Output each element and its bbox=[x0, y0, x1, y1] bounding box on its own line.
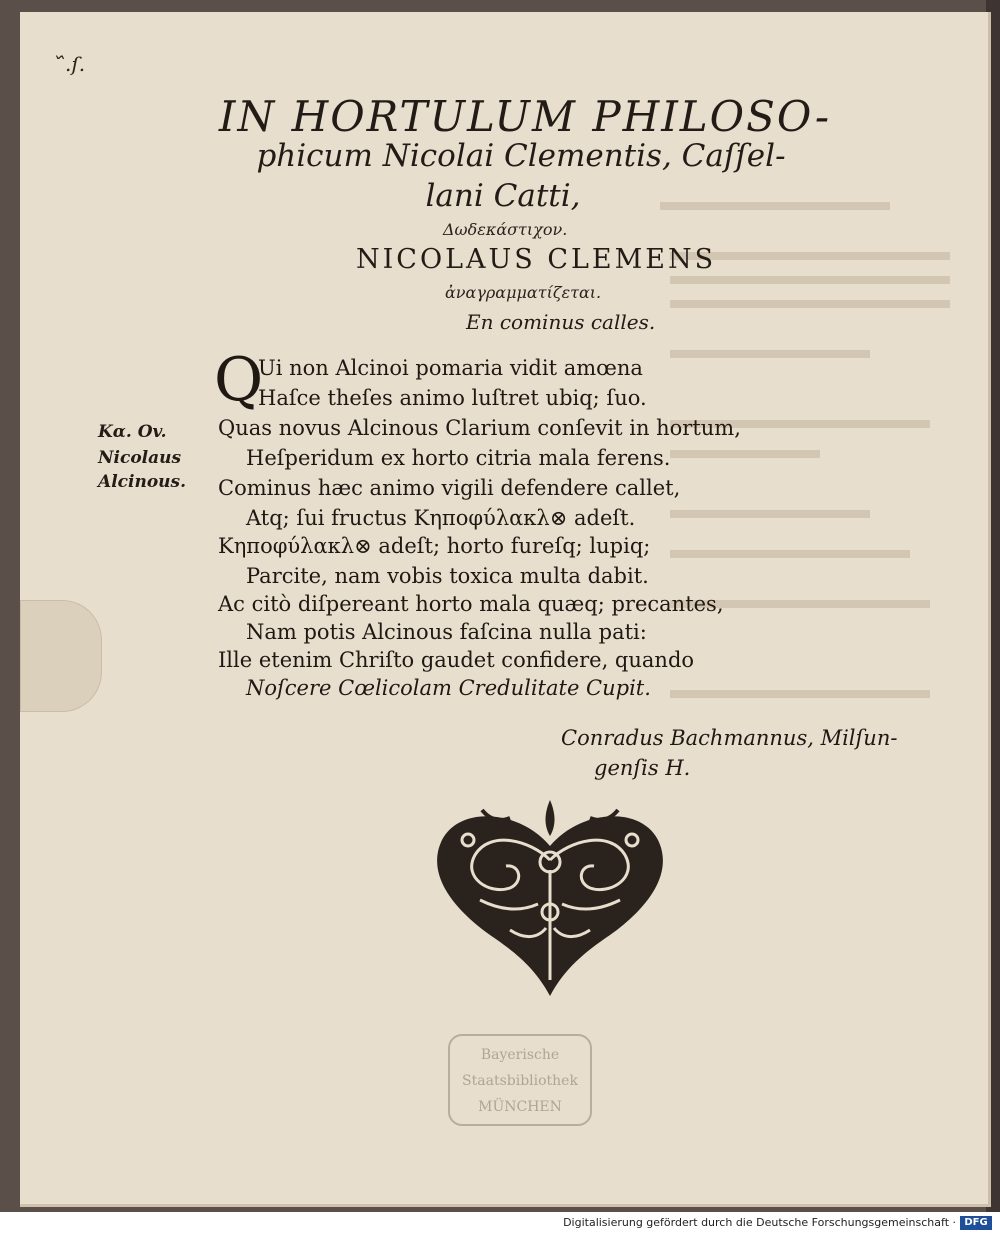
anagram-motto: En cominus calles. bbox=[466, 310, 656, 334]
margin-note: Alcinous. bbox=[98, 472, 187, 492]
greek-anagram-label: ἀναγραμματίζεται. bbox=[445, 283, 602, 302]
verse-line: Atq; ſui fructus Κηποφύλακλ⊗ adeſt. bbox=[246, 506, 636, 530]
stamp-line: Bayerische bbox=[480, 1047, 560, 1063]
verse-line: Ac citò diſpereant horto mala quæq; precantes, bbox=[218, 592, 724, 616]
footer-bar bbox=[0, 1212, 1000, 1234]
funding-notice: Digitalisierung gefördert durch die Deutsche Forschungsgemeinschaft · bbox=[563, 1216, 956, 1229]
title-line-1: IN HORTULUM PHILOSO- bbox=[218, 92, 832, 141]
verse-line: Heſperidum ex horto citria mala ferens. bbox=[246, 446, 671, 470]
dfg-logo: DFG bbox=[960, 1216, 992, 1230]
signature-line-2: genſis H. bbox=[594, 756, 691, 780]
verse-line: Parcite, nam vobis toxica multa dabit. bbox=[246, 564, 649, 588]
verse-line: Ille etenim Chriſto gaudet confidere, quando bbox=[218, 648, 695, 672]
signature-line-1: Conradus Bachmannus, Milſun- bbox=[561, 726, 898, 750]
verse-line: Κηποφύλακλ⊗ adeſt; horto fureſq; lupiq; bbox=[218, 534, 651, 558]
title-line-2: phicum Nicolai Clementis, Caſſel- bbox=[256, 138, 786, 174]
greek-heading: Δωδεκάστιχον. bbox=[443, 220, 568, 239]
verse-line: Cominus hæc animo vigili defendere callet, bbox=[218, 476, 681, 500]
title-line-3: lani Catti, bbox=[425, 178, 581, 214]
verse-line: Quas novus Alcinous Clarium conſevit in hortum, bbox=[218, 416, 741, 440]
library-stamp bbox=[448, 1034, 592, 1126]
paper-tab bbox=[20, 600, 102, 712]
stamp-line: Staatsbibliothek bbox=[462, 1073, 578, 1089]
drop-cap: Q bbox=[214, 345, 264, 415]
verse-line: Nam potis Alcinous faſcina nulla pati: bbox=[246, 620, 647, 644]
heart-ornament-icon bbox=[420, 800, 680, 1000]
verse-line: Noſcere Cœlicolam Credulitate Cupit. bbox=[246, 676, 651, 700]
margin-note: Kα. Ov. bbox=[98, 422, 167, 442]
stamp-line: MÜNCHEN bbox=[478, 1099, 562, 1115]
verse-line: Ui non Alcinoi pomaria vidit amœna bbox=[258, 356, 643, 380]
bleed-through bbox=[650, 130, 970, 750]
margin-note: Nicolaus bbox=[98, 448, 182, 468]
verse-line: Haſce theſes animo luſtret ubiq; ſuo. bbox=[258, 386, 647, 410]
anagram-name: NICOLAUS CLEMENS bbox=[356, 244, 717, 275]
corner-mark: ᷈.ſ. bbox=[65, 52, 86, 76]
